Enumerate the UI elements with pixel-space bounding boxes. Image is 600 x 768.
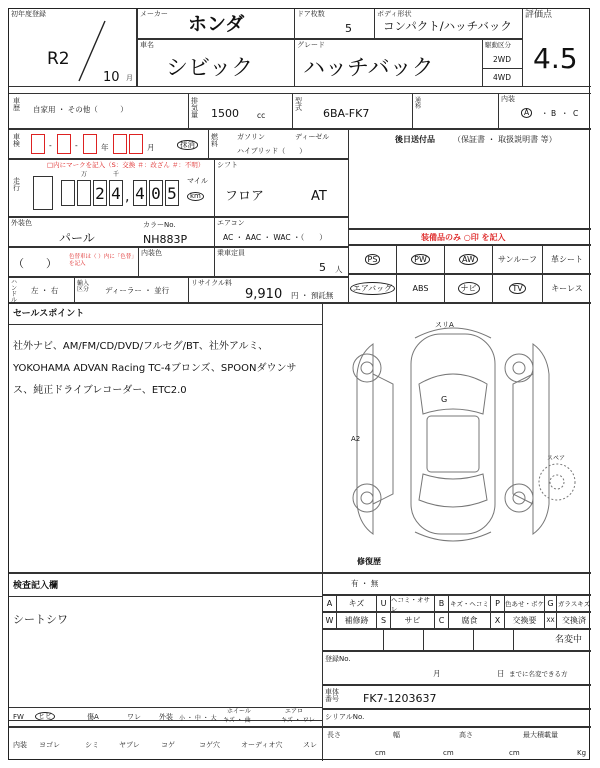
equip-leather: 革シート bbox=[543, 245, 591, 274]
recycle-label: リサイクル料 bbox=[191, 279, 233, 287]
inspector-label: 検査記入欄 bbox=[13, 581, 59, 591]
shift-type: AT bbox=[311, 189, 327, 204]
mileage-digit-6: 5 bbox=[165, 180, 179, 206]
shift-value: フロア bbox=[225, 189, 265, 204]
maker-label: メーカー bbox=[140, 10, 168, 18]
equip-keyless: キーレス bbox=[543, 274, 591, 303]
insp-mark: 抹消 bbox=[177, 140, 198, 150]
accessories-box bbox=[349, 129, 591, 229]
legend-key-p: P bbox=[491, 595, 505, 612]
legend-key-s: S bbox=[377, 612, 391, 629]
bottom-row2 bbox=[9, 727, 323, 761]
import-cat-label: 輸入区分 bbox=[77, 280, 90, 293]
body-type-label: ボディ形状 bbox=[377, 10, 412, 18]
displacement-box bbox=[189, 93, 293, 129]
equip-airbag: エアバッグ bbox=[349, 274, 397, 303]
reg-no-box bbox=[323, 651, 591, 685]
color-no: NH883P bbox=[143, 233, 188, 246]
accessories-value: （保証書 ・ 取扱説明書 等） bbox=[453, 135, 557, 144]
legend-key-xx: XX bbox=[545, 612, 557, 629]
name-change-label: 名変中 bbox=[555, 635, 583, 645]
inner-damage-label: 内装 bbox=[13, 741, 27, 749]
recycle-value: 9,910 bbox=[245, 287, 283, 302]
drive-opt1: 2WD bbox=[493, 55, 511, 64]
wheel-opts: キズ ・ 曲 bbox=[223, 717, 251, 724]
sales-divider bbox=[9, 324, 323, 325]
grade-box bbox=[295, 39, 483, 87]
capacity-box bbox=[215, 247, 349, 277]
mileage-note: □内にマークを記入（S：交換 ＃：改ざん ＃：不明） bbox=[47, 161, 205, 169]
aero-opts: キズ ・ ワレ bbox=[281, 717, 315, 724]
fw-label: FW bbox=[13, 713, 24, 721]
mileage-digit-3: 4 bbox=[109, 180, 123, 206]
model-type-box bbox=[293, 93, 413, 129]
inner-grade-box: 内装 A ・ B ・ C bbox=[499, 93, 591, 129]
auction-sheet bbox=[8, 8, 590, 760]
first-reg-label: 初年度登録 bbox=[11, 10, 46, 18]
doors-box bbox=[295, 9, 375, 39]
dim-length-unit: cm bbox=[375, 749, 386, 757]
aircon-value: AC ・ AAC ・ WAC ・（ ） bbox=[223, 233, 327, 242]
legend-key-c: C bbox=[435, 612, 449, 629]
serial-box bbox=[323, 709, 591, 727]
color-value: パール bbox=[59, 231, 95, 245]
diagram-mark-side: A2 bbox=[351, 435, 361, 443]
recycle-unit: 円 bbox=[291, 291, 299, 300]
mileage-label: 走行 bbox=[13, 177, 20, 192]
legend-key-a: A bbox=[323, 595, 337, 612]
legend-val-xx: 交換済 bbox=[557, 612, 591, 629]
car-diagram-box bbox=[323, 303, 591, 573]
reg-value: 自家用 ・ その他（ ） bbox=[33, 105, 128, 114]
first-reg-era: R2 bbox=[47, 49, 70, 69]
ext-opts: 小 ・ 中 ・ 大 bbox=[179, 715, 217, 722]
displacement-unit: cc bbox=[257, 111, 266, 120]
equip-sunroof: サンルーフ bbox=[493, 245, 543, 274]
color-change-value: （ ） bbox=[13, 257, 57, 270]
legend-val-a: キズ bbox=[337, 595, 377, 612]
drive-label: 駆動区分 bbox=[485, 41, 511, 49]
mileage-mark-box bbox=[33, 176, 53, 210]
vin-box bbox=[323, 685, 591, 709]
insp-box1 bbox=[31, 134, 45, 154]
dim-width-label: 幅 bbox=[393, 731, 400, 739]
vin-label: 車体番号 bbox=[325, 688, 339, 703]
dims-box bbox=[323, 727, 591, 761]
mileage-digit-5: 0 bbox=[149, 180, 163, 206]
equip-tv: TV bbox=[493, 274, 543, 303]
color-label: 外装色 bbox=[11, 219, 32, 227]
inspector-box bbox=[9, 573, 323, 721]
dim-height-unit: cm bbox=[509, 749, 520, 757]
shift-box bbox=[215, 159, 349, 217]
import-cat-box bbox=[75, 277, 189, 303]
handle-label: ハンドル bbox=[11, 279, 18, 304]
aircon-box bbox=[215, 217, 349, 247]
mileage-box: □内にマークを記入（S：交換 ＃：改ざん ＃：不明） 走行 万 千 2 4 , 4 0 5 マイル km bbox=[9, 159, 215, 217]
shift-label: シフト bbox=[217, 161, 238, 169]
legend-key-u: U bbox=[377, 595, 391, 612]
fuel-label: 燃料 bbox=[211, 133, 218, 148]
sales-point-text: 社外ナビ、AM/FM/CD/DVD/フルセグ/BT、社外アルミ、YOKOHAMA ADVAN Racing TC-4ブロンズ、SPOONダウンサス、純正ドライブレコーダー、ETC2.0 bbox=[13, 341, 297, 396]
inner-item-1: ヨゴレ bbox=[39, 741, 60, 749]
grade-value: ハッチバック bbox=[303, 56, 434, 81]
inspector-text: シートシワ bbox=[13, 613, 68, 626]
body-type-box bbox=[375, 9, 523, 39]
drive-box bbox=[483, 39, 523, 87]
color-box bbox=[9, 217, 215, 247]
equip-ps: PS bbox=[349, 245, 397, 274]
displacement-label: 排気量 bbox=[191, 97, 198, 119]
import-box bbox=[413, 93, 499, 129]
legend-val-u: ヘコミ・オサレ bbox=[391, 595, 435, 612]
car-diagram bbox=[323, 304, 591, 574]
inner-grade-a: A bbox=[521, 108, 532, 118]
insp-box3 bbox=[83, 134, 97, 154]
inner-item-7: スレ bbox=[303, 741, 317, 749]
car-name-label: 車名 bbox=[140, 41, 154, 49]
legend-val-x: 交換要 bbox=[505, 612, 545, 629]
capacity-label: 乗車定員 bbox=[217, 249, 245, 257]
inner-item-5: コゲ穴 bbox=[199, 741, 220, 749]
dim-weight-unit: Kg bbox=[577, 749, 587, 757]
mileage-km: km bbox=[187, 192, 204, 201]
car-name-box bbox=[137, 39, 295, 87]
name-change-row bbox=[323, 629, 591, 651]
legend-val-b: キズ・ヘコミ bbox=[449, 595, 491, 612]
reg-label: 車歴 bbox=[13, 97, 20, 112]
grade-label: グレード bbox=[297, 41, 325, 49]
car-name-value: シビック bbox=[166, 56, 254, 81]
inspection-label: 車検 bbox=[13, 133, 20, 148]
insp-box5 bbox=[129, 134, 143, 154]
equip-abs: ABS bbox=[397, 274, 445, 303]
recycle-note: ・ 預託無 bbox=[301, 291, 334, 300]
import-cat-value: ディーラー ・ 並行 bbox=[105, 286, 170, 295]
model-type-label: 型式 bbox=[295, 97, 302, 112]
doors-label: ドア枚数 bbox=[297, 10, 325, 18]
legend-val-c: 腐食 bbox=[449, 612, 491, 629]
repair-value: 有 ・ 無 bbox=[351, 579, 379, 588]
color-change-note: 色替車は（ ）内に「色替」を記入 bbox=[69, 254, 134, 267]
dim-height-label: 高さ bbox=[459, 731, 473, 739]
score-box bbox=[523, 9, 591, 87]
inner-color-label: 内装色 bbox=[141, 249, 162, 257]
reg-no-note: までに名変できる方 bbox=[509, 670, 568, 678]
inner-item-4: コゲ bbox=[161, 741, 175, 749]
capacity-value: 5 bbox=[319, 261, 326, 274]
first-reg-month-unit: 月 bbox=[126, 74, 133, 82]
dim-weight-label: 最大積載量 bbox=[523, 731, 558, 739]
doors-value: 5 bbox=[345, 22, 352, 35]
score-value: 4.5 bbox=[533, 42, 578, 75]
serial-label: シリアルNo. bbox=[325, 713, 365, 721]
equip-note: 装備品のみ ○印 を記入 bbox=[421, 233, 506, 242]
drive-opt2: 4WD bbox=[493, 73, 511, 82]
bottom-row1 bbox=[9, 707, 323, 727]
fw-item2: 傷A bbox=[87, 713, 99, 721]
equip-header bbox=[349, 229, 591, 245]
legend-val-g: ガラスキズ bbox=[557, 595, 591, 612]
maker-value: ホンダ bbox=[188, 13, 245, 35]
reg-no-day: 日 bbox=[497, 669, 505, 678]
aero-label: エアロ bbox=[285, 708, 304, 715]
insp-box4 bbox=[113, 134, 127, 154]
diagram-mark-top: スリA bbox=[435, 321, 454, 329]
inner-item-3: ヤブレ bbox=[119, 741, 140, 749]
legend-val-w: 補修跡 bbox=[337, 612, 377, 629]
fuel-diesel: ディーゼル bbox=[295, 133, 330, 141]
wheel-label: ホイール bbox=[227, 708, 251, 715]
dim-width-unit: cm bbox=[443, 749, 454, 757]
recycle-box bbox=[189, 277, 349, 303]
fuel-box bbox=[209, 129, 349, 159]
equip-aw: AW bbox=[445, 245, 493, 274]
sales-point-box bbox=[9, 303, 323, 573]
maker-box bbox=[137, 9, 295, 39]
mileage-digit-0 bbox=[61, 180, 75, 206]
insp-box2 bbox=[57, 134, 71, 154]
insp-month: 月 bbox=[147, 143, 155, 152]
drive-divider bbox=[483, 68, 523, 69]
inner-grade-c: C bbox=[573, 109, 579, 118]
legend-key-b: B bbox=[435, 595, 449, 612]
color-change-box bbox=[9, 247, 139, 277]
inspector-divider bbox=[9, 596, 323, 597]
reg-box bbox=[9, 93, 189, 129]
diagram-spare: スペア bbox=[547, 455, 566, 462]
mileage-sen: 千 bbox=[113, 171, 120, 178]
handle-value: 左 ・ 右 bbox=[31, 286, 59, 295]
inner-item-6: オーディオ穴 bbox=[241, 741, 283, 749]
inner-grade-label: 内装 bbox=[501, 95, 515, 103]
equip-pw: PW bbox=[397, 245, 445, 274]
ext-label: 外装 bbox=[159, 713, 173, 721]
first-reg-box bbox=[9, 9, 137, 87]
legend-key-g: G bbox=[545, 595, 557, 612]
inner-grade-b: B bbox=[551, 109, 557, 118]
dim-length-label: 長さ bbox=[327, 731, 341, 739]
legend-key-x: X bbox=[491, 612, 505, 629]
inner-color-box bbox=[139, 247, 215, 277]
body-type-value: コンパクト/ハッチバック bbox=[383, 19, 512, 33]
handle-box bbox=[9, 277, 75, 303]
fw-item3: ワレ bbox=[127, 713, 141, 721]
reg-no-month: 月 bbox=[433, 669, 441, 678]
aircon-label: エアコン bbox=[217, 219, 245, 227]
inspection-box: 車検 - - 年 月 抹消 bbox=[9, 129, 209, 159]
mileage-man: 万 bbox=[81, 171, 88, 178]
repair-label: 修復歴 bbox=[357, 557, 381, 566]
capacity-unit: 人 bbox=[335, 265, 343, 274]
mileage-unit: マイル bbox=[187, 177, 208, 185]
mileage-digit-2: 2 bbox=[93, 180, 107, 206]
vin-value: FK7-1203637 bbox=[363, 692, 437, 705]
legend-val-s: サビ bbox=[391, 612, 435, 629]
color-no-label: カラーNo. bbox=[143, 221, 176, 229]
diagram-mark-roof: G bbox=[441, 395, 448, 404]
score-label: 評価点 bbox=[525, 10, 553, 20]
repair-box bbox=[323, 573, 591, 595]
displacement-value: 1500 bbox=[211, 107, 239, 120]
accessories-label: 後日送付品 bbox=[395, 135, 435, 144]
reg-no-label: 登録No. bbox=[325, 655, 351, 663]
fuel-hybrid: ハイブリッド（ ） bbox=[237, 147, 307, 155]
insp-year: 年 bbox=[101, 143, 109, 152]
equip-navi: ナビ bbox=[445, 274, 493, 303]
import-label: 通称 bbox=[415, 97, 422, 110]
inner-item-2: シミ bbox=[85, 741, 99, 749]
mileage-digit-1 bbox=[77, 180, 91, 206]
model-type-value: 6BA-FK7 bbox=[323, 107, 370, 120]
legend-val-p: 色あせ・ボケ bbox=[505, 595, 545, 612]
fw-item1: ヒビ bbox=[35, 712, 55, 721]
fuel-gas: ガソリン bbox=[237, 133, 265, 141]
legend-key-w: W bbox=[323, 612, 337, 629]
first-reg-month: 10 bbox=[103, 70, 120, 85]
mileage-digit-4: 4 bbox=[133, 180, 147, 206]
sales-point-label: セールスポイント bbox=[13, 309, 85, 319]
